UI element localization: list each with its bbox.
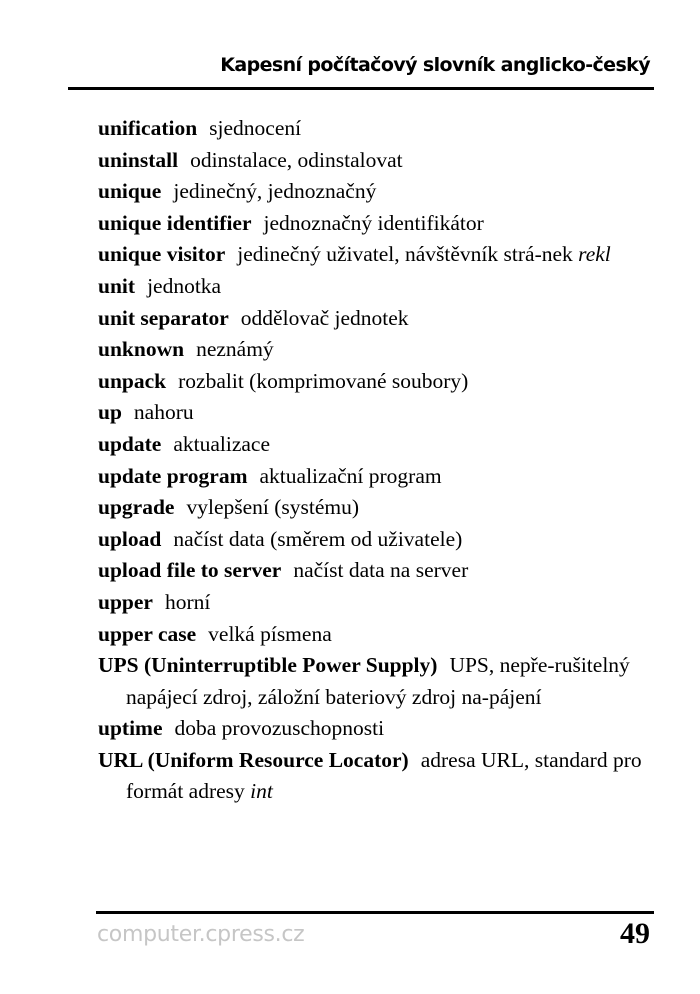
entry-definition: načíst data na server bbox=[293, 558, 469, 583]
entry-term: update program bbox=[98, 463, 248, 488]
dictionary-entry bbox=[98, 587, 658, 619]
entry-definition: doba provozuschopnosti bbox=[174, 716, 385, 741]
footer-website: computer.cpress.cz bbox=[97, 922, 305, 947]
entry-domain-tag: rekl bbox=[578, 242, 611, 267]
entry-definition: vylepšení (systému) bbox=[186, 495, 360, 520]
dictionary-entry bbox=[98, 303, 658, 335]
entry-definition: aktualizační program bbox=[259, 463, 442, 488]
dictionary-entry bbox=[98, 113, 658, 145]
entry-definition: adresa URL, standard pro formát adresy bbox=[126, 747, 642, 804]
header-divider bbox=[68, 87, 654, 90]
dictionary-entry bbox=[98, 524, 658, 556]
dictionary-entry bbox=[98, 271, 658, 303]
entry-term: update bbox=[98, 431, 162, 456]
entry-term: unit separator bbox=[98, 305, 229, 330]
dictionary-entry bbox=[98, 619, 658, 651]
entry-definition: jednotka bbox=[147, 273, 222, 298]
dictionary-entry bbox=[98, 461, 658, 493]
dictionary-entry bbox=[98, 176, 658, 208]
entry-definition: jednoznačný identifikátor bbox=[263, 210, 484, 235]
entry-term: URL (Uniform Resource Locator) bbox=[98, 747, 409, 772]
page-number: 49 bbox=[620, 917, 650, 950]
entry-term: upgrade bbox=[98, 495, 175, 520]
entry-definition: jedinečný, jednoznačný bbox=[173, 179, 377, 204]
entry-definition: UPS, nepře-rušitelný napájecí zdroj, záložní bateriový zdroj na-pájení bbox=[126, 653, 630, 709]
entry-term: uninstall bbox=[98, 147, 179, 172]
entry-term: upload bbox=[98, 526, 162, 551]
entry-term: upload file to server bbox=[98, 558, 282, 583]
entry-definition: aktualizace bbox=[173, 431, 271, 456]
dictionary-entry bbox=[98, 208, 658, 240]
entry-term: upper bbox=[98, 589, 153, 614]
entry-definition: rozbalit (komprimované soubory) bbox=[178, 368, 469, 393]
dictionary-entry bbox=[98, 745, 658, 808]
entry-term: UPS (Uninterruptible Power Supply) bbox=[98, 653, 438, 678]
entry-term: unique identifier bbox=[98, 210, 252, 235]
entry-definition: neznámý bbox=[196, 337, 274, 362]
entry-term: unique visitor bbox=[98, 242, 226, 267]
dictionary-entry bbox=[98, 713, 658, 745]
entry-definition: sjednocení bbox=[209, 116, 302, 140]
entry-definition: jedinečný uživatel, návštěvník strá-nek bbox=[237, 242, 573, 267]
entry-term: unit bbox=[98, 273, 136, 298]
entry-term: upper case bbox=[98, 621, 197, 646]
dictionary-entry bbox=[98, 239, 658, 271]
dictionary-entry bbox=[98, 492, 658, 524]
entry-term: unification bbox=[98, 116, 198, 140]
dictionary-entry bbox=[98, 366, 658, 398]
dictionary-entry bbox=[98, 555, 658, 587]
entry-definition: nahoru bbox=[133, 400, 194, 425]
footer-divider bbox=[96, 911, 654, 914]
dictionary-entry bbox=[98, 650, 658, 713]
dictionary-entry bbox=[98, 145, 658, 177]
entry-term: unknown bbox=[98, 337, 185, 362]
entry-definition: velká písmena bbox=[208, 621, 332, 646]
entry-definition: oddělovač jednotek bbox=[240, 305, 409, 330]
entry-term: up bbox=[98, 400, 122, 425]
dictionary-entry bbox=[98, 429, 658, 461]
entry-definition: odinstalace, odinstalovat bbox=[190, 147, 403, 172]
dictionary-entry bbox=[98, 397, 658, 429]
entry-term: uptime bbox=[98, 716, 163, 741]
entry-domain-tag: int bbox=[250, 779, 273, 804]
entry-definition: načíst data (směrem od uživatele) bbox=[173, 526, 463, 551]
entry-term: unique bbox=[98, 179, 162, 204]
entry-definition: horní bbox=[164, 589, 211, 614]
dictionary-entries bbox=[98, 113, 658, 808]
dictionary-entry bbox=[98, 334, 658, 366]
page-header-title: Kapesní počítačový slovník anglicko-český bbox=[220, 54, 650, 76]
entry-term: unpack bbox=[98, 368, 167, 393]
